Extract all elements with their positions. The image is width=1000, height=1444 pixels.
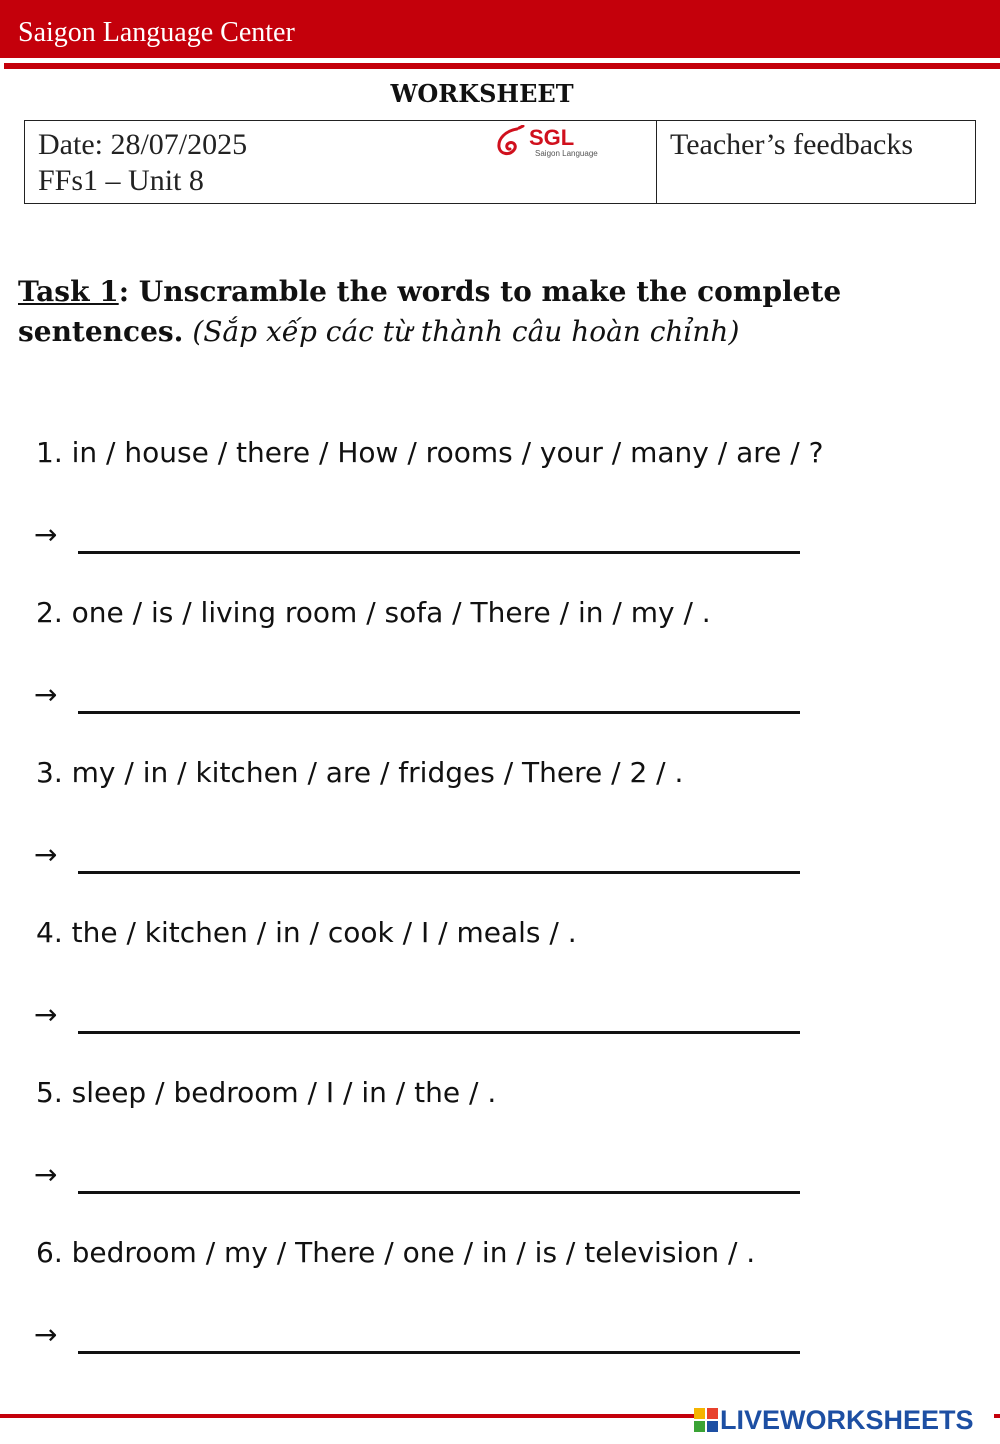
task-heading [18,272,978,352]
answer-row-5[interactable] [34,1155,804,1195]
sgl-swoosh-icon [495,125,527,159]
answer-row-2[interactable] [34,675,804,715]
question-1: 1. in / house / there / How / rooms / your / many / are / ? [36,436,824,469]
answer-blank-4[interactable] [78,1031,800,1034]
answer-row-3[interactable] [34,835,804,875]
answer-blank-3[interactable] [78,871,800,874]
answer-row-4[interactable] [34,995,804,1035]
question-5: 5. sleep / bedroom / I / in / the / . [36,1076,497,1109]
task-translation: (Sắp xếp các từ thành câu hoàn chỉnh) [192,315,740,348]
answer-blank-6[interactable] [78,1351,800,1354]
answer-blank-1[interactable] [78,551,800,554]
question-3: 3. my / in / kitchen / are / fridges / There / 2 / . [36,756,684,789]
liveworksheets-logo[interactable] [694,1404,994,1436]
date-label: Date: 28/07/2025 [38,128,248,161]
answer-row-1[interactable] [34,515,804,555]
logo-text: SGL [529,125,575,150]
unit-label: FFs1 – Unit 8 [38,164,204,197]
info-left-cell [25,121,657,203]
arrow-icon: → [34,838,58,871]
question-6: 6. bedroom / my / There / one / in / is / television / . [36,1236,756,1269]
task-instruction: : Unscramble the words to make the complete sentences. [18,275,842,348]
question-2: 2. one / is / living room / sofa / There / in / my / . [36,596,711,629]
answer-blank-5[interactable] [78,1191,800,1194]
info-box [24,120,976,204]
liveworksheets-blocks-icon [694,1408,718,1432]
task-label: Task 1 [18,275,119,308]
question-4: 4. the / kitchen / in / cook / I / meals / . [36,916,577,949]
arrow-icon: → [34,998,58,1031]
arrow-icon: → [34,1158,58,1191]
center-name: Saigon Language Center [18,17,295,48]
answer-row-6[interactable] [34,1315,804,1355]
worksheet-title: WORKSHEET [390,79,574,108]
arrow-icon: → [34,518,58,551]
sgl-logo [495,125,598,161]
header-divider [4,63,1000,69]
teacher-feedback-label: Teacher’s feedbacks [670,128,914,161]
arrow-icon: → [34,1318,58,1351]
logo-subtext: Saigon Language [535,149,598,158]
answer-blank-2[interactable] [78,711,800,714]
liveworksheets-text: LIVEWORKSHEETS [720,1405,974,1435]
arrow-icon: → [34,678,58,711]
